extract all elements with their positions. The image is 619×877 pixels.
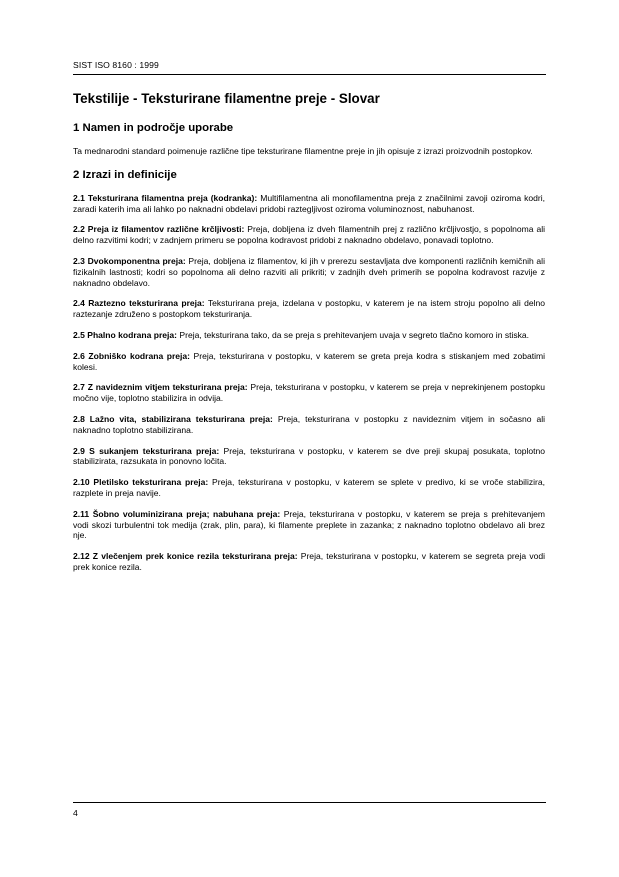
definition-term: 2.5 Phalno kodrana preja: (73, 329, 178, 340)
definition-term: 2.10 Pletilsko teksturirana preja: (73, 477, 209, 488)
definition-term: 2.12 Z vlečenjem prek konice rezila teksturirana preja: (73, 551, 298, 562)
definition-term: 2.1 Teksturirana filamentna preja (kodranka): (73, 192, 258, 203)
definition-text: Teksturirana preja, izdelana v postopku, v katerem je na istem stroju popolno ali delno raztezanje združeno s postopkom teksturiranja. (73, 298, 545, 320)
footer-rule (73, 802, 546, 803)
definition-term: 2.11 Šobno voluminizirana preja; nabuhana preja: (73, 508, 281, 519)
definition-text: Preja, teksturirana v postopku, v katerem se segreta preja vodi prek konice rezila. (73, 551, 545, 572)
document-body (73, 91, 545, 583)
definition-2-1 (73, 193, 545, 215)
definition-2-11 (73, 509, 545, 541)
document-title: Tekstilije - Teksturirane filamentne preje - Slovar (73, 91, 380, 106)
definition-term: 2.3 Dvokomponentna preja: (73, 255, 186, 266)
definition-text: Preja, teksturirana tako, da se preja s prehitevanjem uvaja v segreto tlačno komoro in stiska. (177, 329, 530, 340)
definition-2-9 (73, 446, 545, 468)
definition-text: Preja, teksturirana v postopku, v katerem se greta preja kodra s stiskanjem med zobatimi kolesi. (73, 350, 546, 372)
definition-term: 2.8 Lažno vita, stabilizirana teksturirana preja: (73, 413, 273, 424)
definition-term: 2.9 S sukanjem teksturirana preja: (73, 445, 220, 456)
definition-text: Preja, dobljena iz filamentov, ki jih v prerezu sestavljata dve komponenti različnih kemičnih ali fizikalnih lastnosti; kodri so popolnoma ali delno razviti ali prikriti; v zadnjih dveh primerih se popolna kodravost razvije z naknadno obdelavo. (73, 255, 545, 288)
definition-term: 2.2 Preja iz filamentov različne krčljivosti: (73, 224, 245, 235)
header-rule (73, 74, 546, 75)
definition-2-12 (73, 551, 545, 573)
definition-term: 2.4 Raztezno teksturirana preja: (73, 298, 205, 309)
definition-2-3 (73, 256, 545, 288)
page-number: 4 (73, 808, 78, 818)
definition-term: 2.7 Z navideznim vitjem teksturirana preja: (73, 382, 248, 393)
definition-2-10 (73, 477, 545, 499)
section-1-heading: 1 Namen in področje uporabe (73, 122, 234, 134)
definition-2-8 (73, 414, 545, 436)
definition-2-6 (73, 351, 545, 373)
definition-2-4 (73, 298, 545, 320)
definition-2-5 (73, 330, 545, 341)
definition-text: Multifilamentna ali monofilamentna preja z značilnimi zavoji oziroma kodri, zaradi katerih ima ali lahko po naknadni obdelavi pridobi raztegljivost oziroma voluminoznost, nabuhanost. (73, 192, 545, 214)
definition-text: Preja, teksturirana v postopku, v katerem se preja s prehitevanjem vodi skozi turbulentni tok medija (zrak, plin, para), ki filamente preplete in zazanka; z naknadno toplotno obdelavo ali brez nje. (73, 508, 546, 541)
definition-text: Preja, teksturirana v postopku z navideznim vitjem in sočasno ali naknadno toplotno stabilizirana. (73, 413, 545, 435)
definition-text: Preja, teksturirana v postopku, v katerem se splete v predivo, ki se vroče stabilizira, razplete in preja navije. (73, 477, 545, 498)
definition-term: 2.6 Zobniško kodrana preja: (73, 350, 191, 361)
definition-2-2 (73, 224, 545, 246)
definition-text: Preja, dobljena iz dveh filamentnih prej z različno krčljivostjo, s popolnoma ali delno razvitimi kodri; v zadnjem primeru se popolna kodravost pridobi z naknadno obdelavo, ponavadi toplotno. (73, 224, 545, 246)
definition-2-7 (73, 382, 545, 404)
running-header: SIST ISO 8160 : 1999 (73, 60, 159, 70)
definition-text: Preja, teksturirana v postopku, v katerem se preja v neprekinjenem postopku močno vije, toplotno stabilizira in odvija. (73, 382, 545, 404)
section-2-heading: 2 Izrazi in definicije (73, 168, 177, 181)
section-1-text: Ta mednarodni standard poimenuje različne tipe teksturirane filamentne preje in jih opisuje z izrazi proizvodnih postopkov. (73, 146, 533, 156)
definition-text: Preja, teksturirana v postopku, v katerem se dve preji skupaj posukata, toplotno stabilizirata, razsukata in ponovno ločita. (73, 445, 545, 467)
